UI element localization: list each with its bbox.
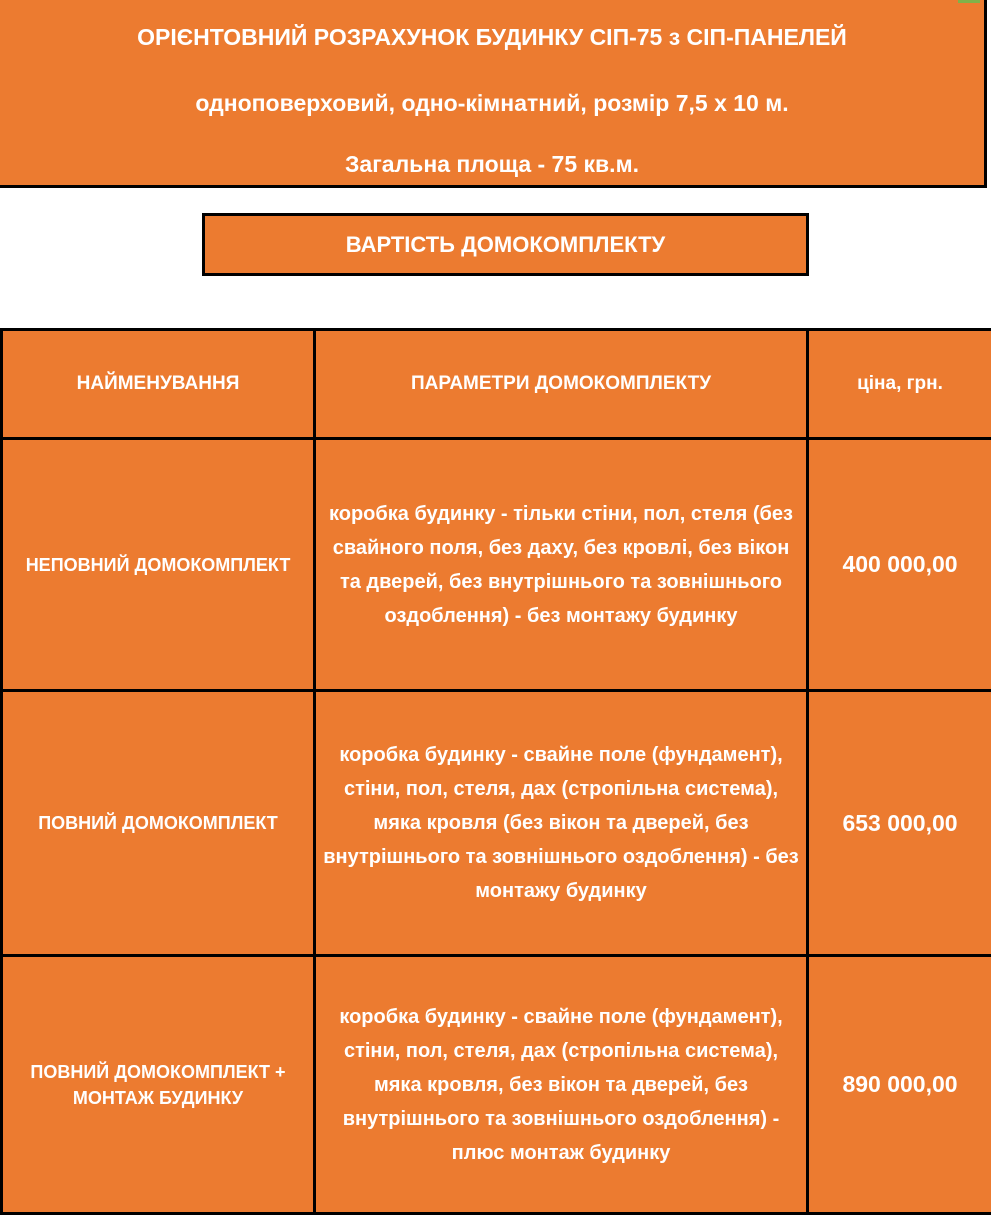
title-banner (0, 0, 987, 188)
corner-accent (958, 0, 980, 3)
row-params: коробка будинку - тільки стіни, пол, стеля (без свайного поля, без даху, без кровлі, без вікон та дверей, без внутрішнього та зовнішнього оздоблення) - без монтажу будинку (315, 439, 808, 691)
column-header-name: НАЙМЕНУВАННЯ (2, 330, 315, 439)
row-name: ПОВНИЙ ДОМОКОМПЛЕКТ + МОНТАЖ БУДИНКУ (2, 956, 315, 1214)
house-description: одноповерховий, одно-кімнатний, розмір 7,5 х 10 м. (0, 90, 984, 117)
total-area: Загальна площа - 75 кв.м. (0, 151, 984, 178)
section-title (202, 213, 809, 276)
table-row (2, 956, 991, 1214)
row-price: 653 000,00 (808, 691, 991, 956)
row-params: коробка будинку - свайне поле (фундамент), стіни, пол, стеля, дах (стропільна система), мяка кровля (без вікон та дверей, без внутрішнього та зовнішнього оздоблення) - без монтажу будинку (315, 691, 808, 956)
row-name: ПОВНИЙ ДОМОКОМПЛЕКТ (2, 691, 315, 956)
table-row (2, 691, 991, 956)
row-name: НЕПОВНИЙ ДОМОКОМПЛЕКТ (2, 439, 315, 691)
page-title: ОРІЄНТОВНИЙ РОЗРАХУНОК БУДИНКУ СІП-75 з СІП-ПАНЕЛЕЙ (0, 24, 984, 51)
section-title-text: ВАРТІСТЬ ДОМОКОМПЛЕКТУ (346, 232, 665, 258)
column-header-price: ціна, грн. (808, 330, 991, 439)
price-table (0, 328, 991, 1215)
table-row (2, 439, 991, 691)
row-params: коробка будинку - свайне поле (фундамент), стіни, пол, стеля, дах (стропільна система), мяка кровля, без вікон та дверей, без внутрішнього та зовнішнього оздоблення) - плюс монтаж будинку (315, 956, 808, 1214)
row-price: 890 000,00 (808, 956, 991, 1214)
column-header-params: ПАРАМЕТРИ ДОМОКОМПЛЕКТУ (315, 330, 808, 439)
table-header-row (2, 330, 991, 439)
row-price: 400 000,00 (808, 439, 991, 691)
